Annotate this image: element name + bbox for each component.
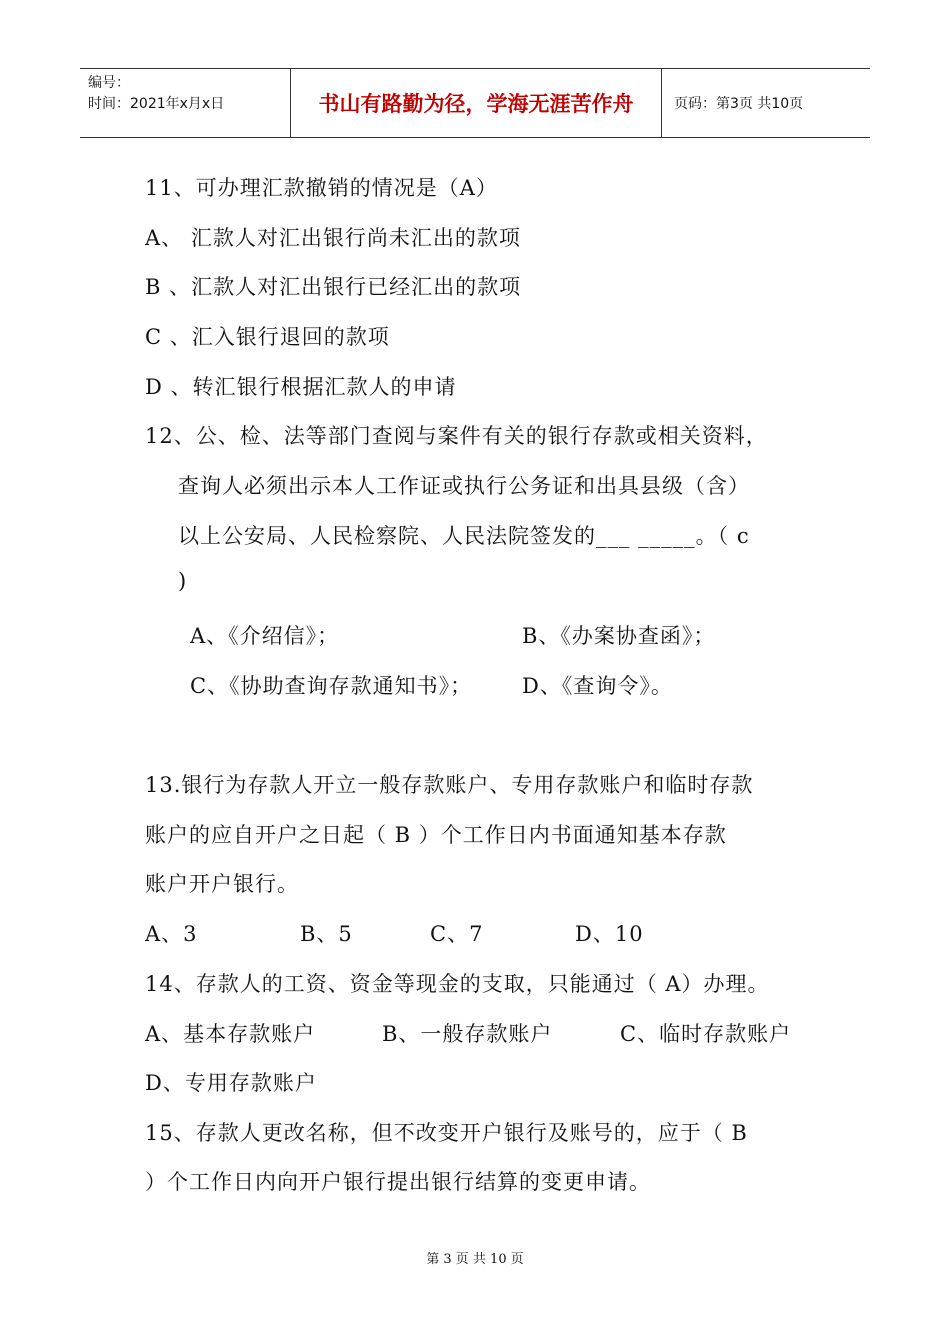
page-header	[80, 68, 870, 138]
q12-option-d: D、《查询令》。	[522, 674, 673, 698]
q14-option-c: C、临时存款账户	[620, 1022, 792, 1046]
q13-stem-line3: 账户开户银行。	[145, 872, 299, 896]
number-label: 编号：	[88, 75, 130, 91]
q12-stem-line3: 以上公安局、人民检察院、人民法院签发的___ _____。（ c	[178, 524, 750, 548]
q12-option-a: A、《介绍信》；	[190, 624, 340, 648]
header-meta	[80, 69, 291, 137]
q13-stem-line2: 账户的应自开户之日起（ B ）个工作日内书面通知基本存款	[145, 823, 727, 847]
q12-option-c: C、《协助查询存款通知书》；	[190, 674, 473, 698]
q13-option-d: D、10	[575, 922, 644, 946]
q13-option-a: A、3	[145, 922, 198, 946]
q15-stem-line2: ）个工作日内向开户银行提出银行结算的变更申请。	[145, 1170, 651, 1194]
q11-stem: 11、可办理汇款撤销的情况是（A）	[145, 176, 498, 200]
q15-stem-line1: 15、存款人更改名称，但不改变开户银行及账号的，应于（ B	[145, 1121, 748, 1145]
q14-stem: 14、存款人的工资、资金等现金的支取，只能通过（ A）办理。	[145, 972, 770, 996]
page-footer: 第 3 页 共 10 页	[426, 1252, 524, 1267]
q14-option-b: B、一般存款账户	[382, 1022, 553, 1046]
q11-option-a: A、 汇款人对汇出银行尚未汇出的款项	[145, 226, 521, 250]
q13-option-b: B、5	[300, 922, 353, 946]
date-label: 时间：2021年x月x日	[88, 96, 225, 112]
q12-stem-line4: )	[178, 569, 188, 593]
q14-option-a: A、基本存款账户	[145, 1022, 316, 1046]
q13-stem-line1: 13.银行为存款人开立一般存款账户、专用存款账户和临时存款	[145, 773, 754, 797]
q11-option-b: B 、汇款人对汇出银行已经汇出的款项	[145, 275, 522, 299]
header-motto: 书山有路勤为径，学海无涯苦作舟	[291, 69, 662, 137]
header-page-info: 页码：第3页 共10页	[674, 96, 804, 112]
q14-option-d: D、专用存款账户	[145, 1071, 317, 1095]
q12-option-b: B、《办案协查函》；	[522, 624, 716, 648]
q12-stem-line1: 12、公、检、法等部门查阅与案件有关的银行存款或相关资料，	[145, 424, 768, 448]
q13-option-c: C、7	[430, 922, 484, 946]
q11-option-c: C 、汇入银行退回的款项	[145, 325, 390, 349]
q11-option-d: D 、转汇银行根据汇款人的申请	[145, 375, 457, 399]
q12-stem-line2: 查询人必须出示本人工作证或执行公务证和出具县级（含）	[178, 474, 750, 498]
